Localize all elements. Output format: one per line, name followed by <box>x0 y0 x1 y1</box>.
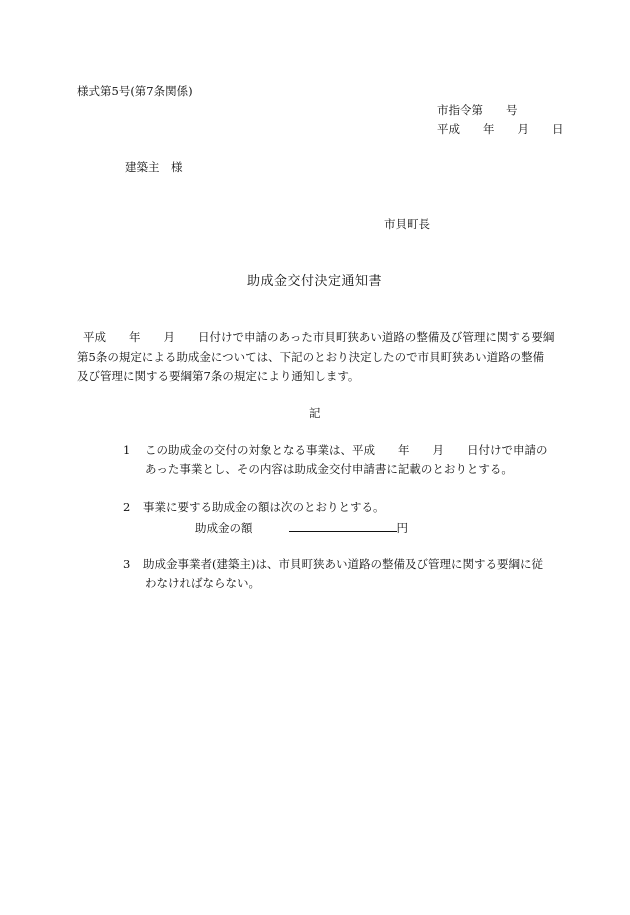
body-line: 第5条の規定による助成金については、下記のとおり決定したので市貝町狭あい道路の整備 <box>77 350 545 364</box>
item-number: 1 <box>123 443 131 457</box>
item-number: 2 <box>123 500 131 514</box>
item-text: あった事業とし、その内容は助成金交付申請書に記載のとおりとする。 <box>145 462 513 476</box>
amount-row <box>195 520 408 535</box>
amount-label: 助成金の額 <box>195 521 253 535</box>
item-number: 3 <box>123 557 131 571</box>
addressee: 建築主 様 <box>125 160 183 174</box>
item-text: わなければならない。 <box>145 576 260 590</box>
body-line: 及び管理に関する要綱第7条の規定により通知します。 <box>77 369 360 383</box>
item-text: 助成金事業者(建築主)は、市貝町狭あい道路の整備及び管理に関する要綱に従 <box>143 557 543 571</box>
date-line: 平成 年 月 日 <box>437 122 564 136</box>
body-line: 平成 年 月 日付けで申請のあった市貝町狭あい道路の整備及び管理に関する要綱 <box>83 330 555 344</box>
item-text: 事業に要する助成金の額は次のとおりとする。 <box>143 500 385 514</box>
amount-blank <box>289 520 397 532</box>
form-label: 様式第5号(第7条関係) <box>77 84 193 98</box>
document-title: 助成金交付決定通知書 <box>247 274 383 289</box>
issuer: 市貝町長 <box>384 217 430 231</box>
ki-heading: 記 <box>309 406 321 420</box>
item-text: この助成金の交付の対象となる事業は、平成 年 月 日付けで申請の <box>145 443 548 457</box>
amount-unit: 円 <box>396 521 408 535</box>
order-number: 市指令第 号 <box>437 103 518 117</box>
